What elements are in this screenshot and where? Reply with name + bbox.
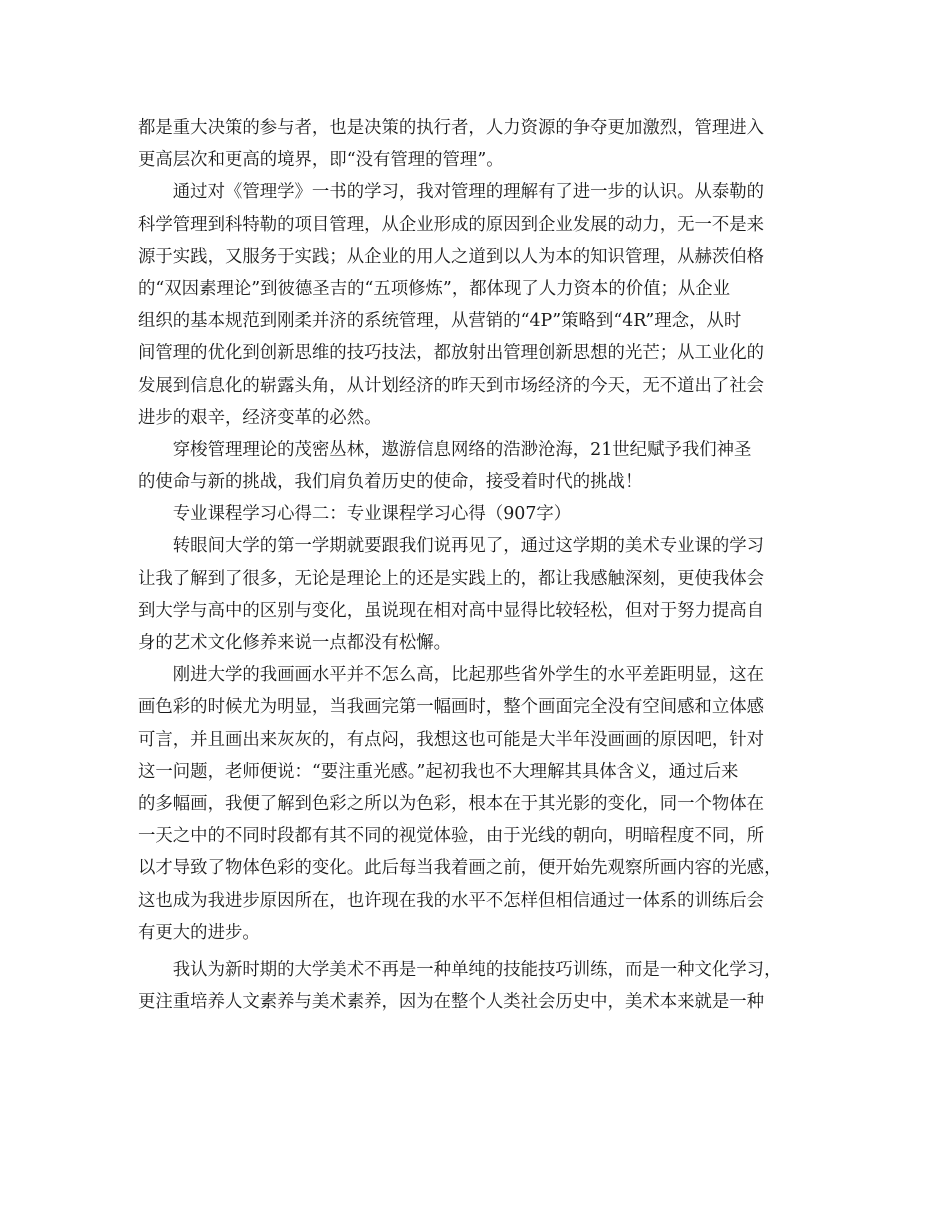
text-line: 一天之中的不同时段都有其不同的视觉体验，由于光线的朝向，明暗程度不同，所 xyxy=(138,826,765,847)
text-line: 通过对《管理学》一书的学习，我对管理的理解有了进一步的认识。从泰勒的 xyxy=(138,182,765,203)
text-line: 发展到信息化的崭露头角，从计划经济的昨天到市场经济的今天，无不道出了社会 xyxy=(138,375,765,396)
text-line: 组织的基本规范到刚柔并济的系统管理，从营销的“4P”策略到“4R”理念，从时 xyxy=(138,311,742,332)
text-line: 以才导致了物体色彩的变化。此后每当我着画之前，便开始先观察所画内容的光感， xyxy=(138,858,782,879)
text-line: 源于实践，又服务于实践；从企业的用人之道到以人为本的知识管理，从赫茨伯格 xyxy=(138,246,765,267)
text-line: 更高层次和更高的境界，即“没有管理的管理”。 xyxy=(138,150,504,171)
text-line: 画色彩的时候尤为明显，当我画完第一幅画时，整个画面完全没有空间感和立体感 xyxy=(138,697,765,718)
text-line: 这也成为我进步原因所在，也许现在我的水平不怎样但相信通过一体系的训练后会 xyxy=(138,890,765,911)
text-line: 科学管理到科特勒的项目管理，从企业形成的原因到企业发展的动力，无一不是来 xyxy=(138,214,765,235)
text-line: 让我了解到了很多，无论是理论上的还是实践上的，都让我感触深刻，更使我体会 xyxy=(138,568,765,589)
document-body xyxy=(138,112,818,1018)
text-line: 可言，并且画出来灰灰的，有点闷，我想这也可能是大半年没画画的原因吧，针对 xyxy=(138,729,765,750)
text-line: 转眼间大学的第一学期就要跟我们说再见了，通过这学期的美术专业课的学习 xyxy=(138,536,765,557)
text-line: 间管理的优化到创新思维的技巧技法，都放射出管理创新思想的光芒；从工业化的 xyxy=(138,343,765,364)
text-line: 都是重大决策的参与者，也是决策的执行者，人力资源的争夺更加激烈，管理进入 xyxy=(138,118,765,138)
text-line: 这一问题，老师便说：“要注重光感。”起初我也不大理解其具体含义，通过后来 xyxy=(138,761,739,782)
text-line: 到大学与高中的区别与变化，虽说现在相对高中显得比较轻松，但对于努力提高自 xyxy=(138,600,765,621)
text-line: 穿梭管理理论的茂密丛林，遨游信息网络的浩渺沧海，21世纪赋予我们神圣 xyxy=(138,439,752,460)
text-line: 刚进大学的我画画水平并不怎么高，比起那些省外学生的水平差距明显，这在 xyxy=(138,665,765,686)
text-line: 更注重培养人文素养与美术素养，因为在整个人类社会历史中，美术本来就是一种 xyxy=(138,992,765,1013)
text-line: 的多幅画，我便了解到色彩之所以为色彩，根本在于其光影的变化，同一个物体在 xyxy=(138,793,765,814)
text-line: 身的艺术文化修养来说一点都没有松懈。 xyxy=(138,633,452,653)
text-line: 的“双因素理论”到彼德圣吉的“五项修炼”，都体现了人力资本的价值；从企业 xyxy=(138,278,731,299)
text-line: 我认为新时期的大学美术不再是一种单纯的技能技巧训练，而是一种文化学习， xyxy=(138,959,782,980)
text-line: 的使命与新的挑战，我们肩负着历史的使命，接受着时代的挑战！ xyxy=(138,472,643,493)
text-line: 进步的艰辛，经济变革的必然。 xyxy=(138,407,382,428)
text-line: 有更大的进步。 xyxy=(138,922,260,943)
section-heading: 专业课程学习心得二：专业课程学习心得（907字） xyxy=(138,504,572,525)
